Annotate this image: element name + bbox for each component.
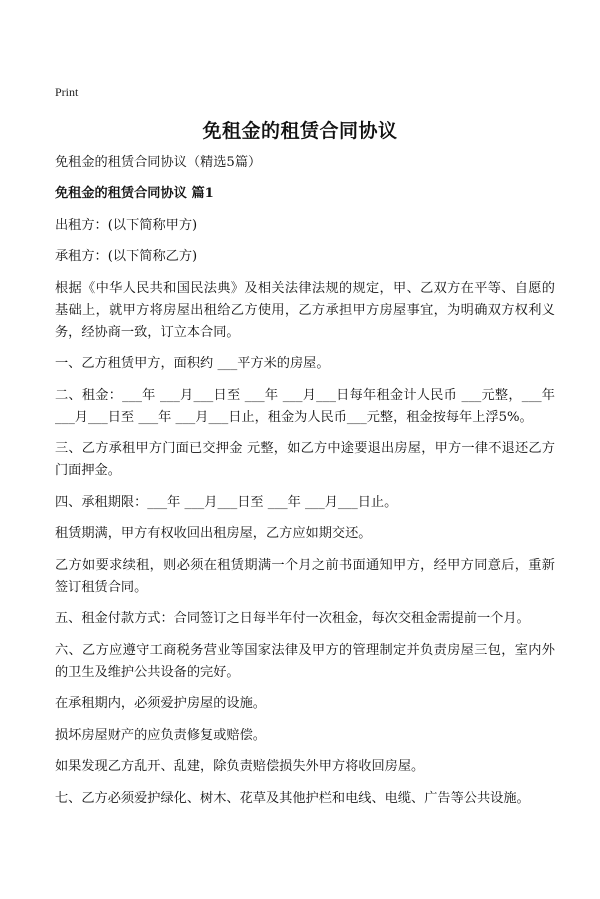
- paragraph-lessor: 出租方：(以下简称甲方): [55, 217, 198, 233]
- paragraph-damage: 损坏房屋财产的应负责修复或赔偿。: [55, 727, 266, 743]
- paragraph-clause-7: 七、乙方必须爱护绿化、树木、花草及其他护栏和电线、电缆、广告等公共设施。: [55, 790, 530, 806]
- paragraph-facilities: 在承租期内，必须爱护房屋的设施。: [55, 696, 266, 711]
- document-body: [55, 152, 555, 819]
- paragraph-renewal: 乙方如要求续租，则必须在租赁期满一个月之前书面通知甲方，经甲方同意后，重新签订租赁合同。: [55, 557, 555, 595]
- paragraph-preamble: 根据《中华人民共和国民法典》及相关法律法规的规定，甲、乙双方在平等、自愿的基础上，就甲方将房屋出租给乙方使用，乙方承担甲方房屋事宜，为明确双方权利义务，经协商一致，订立本合同。: [55, 280, 555, 340]
- paragraph-clause-6: 六、乙方应遵守工商税务营业等国家法律及甲方的管理制定并负责房屋三包，室内外的卫生及维护公共设备的完好。: [55, 642, 555, 680]
- paragraph-clause-2: 二、租金：___年 ___月___日至 ___年 ___月___日每年租金计人民币 ___元整，___年 ___月___日至 ___年 ___月___日止，租金为人民币___元整，租金按每年上浮5%。: [55, 387, 555, 425]
- paragraph-clause-1: 一、乙方租赁甲方，面积约 ___平方米的房屋。: [55, 356, 330, 371]
- document-subtitle: 免租金的租赁合同协议（精选5篇）: [55, 155, 262, 170]
- paragraph-violation: 如果发现乙方乱开、乱建，除负责赔偿损失外甲方将收回房屋。: [55, 759, 425, 774]
- paragraph-lease-expiry: 租赁期满，甲方有权收回出租房屋，乙方应如期交还。: [55, 526, 372, 541]
- print-label: Print: [55, 85, 79, 99]
- paragraph-clause-4: 四、承租期限：___年 ___月___日至 ___年 ___月___日止。: [55, 494, 398, 510]
- page-title: 免租金的租赁合同协议: [202, 120, 398, 142]
- paragraph-lessee: 承租方：(以下简称乙方): [55, 249, 198, 264]
- paragraph-clause-3: 三、乙方承租甲方门面已交押金 元整，如乙方中途要退出房屋，甲方一律不退还乙方门面押金。: [55, 441, 555, 478]
- paragraph-clause-5: 五、租金付款方式：合同签订之日每半年付一次租金，每次交租金需提前一个月。: [55, 611, 530, 626]
- section-heading: 免租金的租赁合同协议 篇1: [55, 186, 214, 201]
